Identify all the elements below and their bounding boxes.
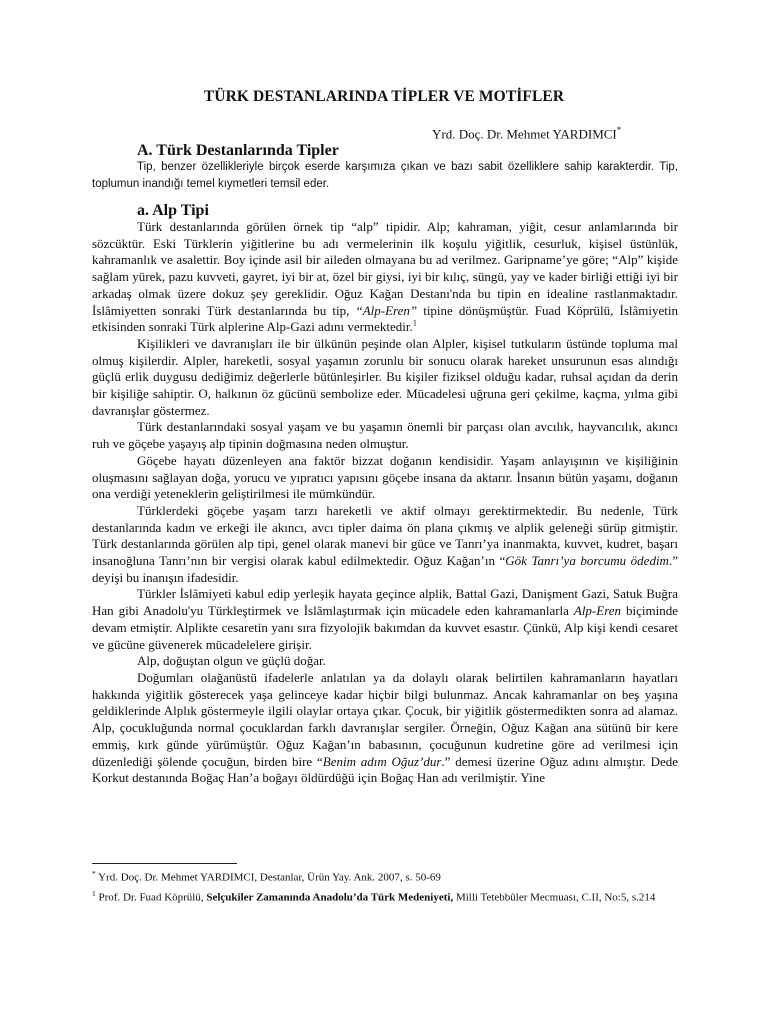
footnote-1-book-title: Selçukiler Zamanında Anadolu’da Türk Medeniyeti, <box>206 891 454 904</box>
intro-paragraph <box>92 159 678 192</box>
paragraph-8 <box>92 670 678 787</box>
paragraph-1-text-b: tipine dönüşmüştür. Fuad Köprülü, İslâmiyetin etkisinden sonraki Türk alplerine Alp-Gazi adını vermektedir. <box>92 302 678 335</box>
paragraph-8-text-b: .” demesi üzerine Oğuz adını almıştır. Dede Korkut destanında Boğaç Han’a boğayı öldürdüğü için Boğaç Han adı verilmiştir. Yine <box>92 753 679 786</box>
paragraph-1-text-a: Türk destanlarında görülen örnek tip “alp” tipidir. Alp; kahraman, yiğit, cesur anlamlarında bir sözcüktür. Eski Türklerin yiğitlerine bu adı vermelerinin ilk koşulu yiğitlik, cesurluk, kişisel üstünlük, kahramanlık ve asalettir. Boy içinde asil bir aileden olmayana bu ad verilmez. Garipname’ye göre; “Alp” kişide sağlam yürek, pazu kuvveti, gayret, iyi bir at, özel bir giysi, iyi bir kılıç, süngü, yay ve kader birliği ettiği iyi bir arkadaş olmak üzere dokuz şey gereklidir. Oğuz Kağan Destanı'nda bu tipin en idealine rastlanmaktadır. İslâmiyetten sonraki Türk destanlarında bu tip, <box>92 219 678 318</box>
paragraph-6-emphasis: Alp-Eren <box>573 603 622 619</box>
paragraph-1-emphasis: “Alp-Eren” <box>355 302 418 318</box>
footnote-1-text-c: Milli Tetebbûler Mecmuası, C.II, No:5, s.214 <box>453 891 656 904</box>
footnote-author-mark: * <box>92 869 96 878</box>
paragraph-6 <box>92 586 678 653</box>
paragraph-3: Türk destanlarındaki sosyal yaşam ve bu yaşamın önemli bir parçası olan avcılık, hayvancılık, akıncı ruh ve göçebe yaşayış alp tipinin doğmasına neden olmuştur. <box>92 419 678 452</box>
paragraph-6-text-a: Türkler İslâmiyeti kabul edip yerleşik hayata geçince alplik, Battal Gazi, Danişment Gazi, Satuk Buğra Han gibi Anadolu'yu Türkleştirmek ve İslâmlaştırmak için mücadele eden kahramanlarla <box>92 586 678 619</box>
paragraph-6-text-b: biçiminde devam etmiştir. Alplikte cesaretin yanı sıra fizyolojik bakımdan da kuvvet esastır. Çünkü, Alp kişi kendi cesaret ve gücüne güvenerek mücadelelere girişir. <box>92 603 678 652</box>
paragraph-8-text-a: Doğumları olağanüstü ifadelerle anlatılan ya da dolaylı olarak belirtilen kahramanların hayatları hakkında yiğitlik gösterecek yaşa gelinceye kadar hiçbir bilgi bulunmaz. Ancak kahramanlar on beş yaşına geldiklerinde Alplık göstermeyle ilgili olaylar ortaya çıkar. Çocuk, bir yiğitlik göstermedikten sonra ad alamaz. Alp, çocukluğunda normal çocuklardan farklı davranışlar sergiler. Örneğin, Oğuz Kağan ana sütünü bir kere emmiş, kırk günde yürümüştür. Oğuz Kağan’ın babasının, çocuğunun kudretine göre ad verilmesi için düzenlediği şölende çocuğun, birden bire “ <box>92 669 678 769</box>
paragraph-5-emphasis: Gök Tanrı’ya borcumu ödedim <box>505 553 669 569</box>
footnote-1-text-a: Prof. Dr. Fuad Köprülü, <box>95 891 207 904</box>
author-footnote-mark: * <box>616 125 622 135</box>
paragraph-1 <box>92 219 678 336</box>
paragraph-5-text-b: .” deyişi bu inanışın ifadesidir. <box>92 553 678 585</box>
footnote-author-text: Yrd. Doç. Dr. Mehmet YARDIMCI, Destanlar, Ürün Yay. Ank. 2007, s. 50-69 <box>95 871 441 884</box>
subheading-alp-tipi: a. Alp Tipi <box>137 202 209 219</box>
paragraph-8-emphasis: Benim adım Oğuz’dur <box>322 753 442 769</box>
author-name: Yrd. Doç. Dr. Mehmet YARDIMCI <box>432 126 617 142</box>
paragraph-5 <box>92 503 678 587</box>
document-title: TÜRK DESTANLARINDA TİPLER VE MOTİFLER <box>203 88 565 105</box>
paragraph-5-text-a: Türklerdeki göçebe yaşam tarzı hareketli ve aktif olmayı gerektirmektedir. Bu nedenle, Türk destanlarında kadın ve erkeği ile akıncı, avcı tipler daima ön plana çıkmış ve alplik geleneği sürüp gitmiştir. Türk destanlarında görülen alp tipi, genel olarak manevi bir güce ve Tanrı’ya inanmakta, kuvvet, kudret, başarı insanoğluna Tanrı’nın bir vergisi olarak kabul edilmektedir. Oğuz Kağan’ın “ <box>92 502 678 569</box>
paragraph-4: Göçebe hayatı düzenleyen ana faktör bizzat doğanın kendisidir. Yaşam anlayışının ve kişiliğinin oluşmasını sağlayan doğa, yorucu ve yıpratıcı yapısını göçebe insana da aktarır. İnsanın bütün yaşamı, doğanın ona verdiği yeteneklerin geliştirilmesi ile mümkündür. <box>92 452 678 502</box>
body-text <box>92 219 678 787</box>
footnotes <box>92 866 678 905</box>
section-heading: A. Türk Destanlarında Tipler <box>137 142 339 159</box>
intro-text: Tip, benzer özellikleriyle birçok eserde karşımıza çıkan ve bazı sabit özelliklere sahip karakterdir. Tip, toplumun inandığı temel kıymetleri temsil eder. <box>92 161 678 190</box>
paragraph-7: Alp, doğuştan olgun ve güçlü doğar. <box>137 653 326 669</box>
footnote-1 <box>92 886 678 906</box>
paragraph-2: Kişilikleri ve davranışları ile bir ülkünün peşinde olan Alpler, kişisel tutkuların üstünde topluma mal olmuş kişilerdir. Alpler, hareketli, sosyal yaşamın zorunlu bir sonucu olarak hareket unsurunun esas alındığı güçlü erlik duygusu dediğimiz değerlerle bütünleşirler. Bu kişiler fiziksel olduğu kadar, ruhsal açıdan da derin bir kişiliğe sahiptir. O, halkının öz gücünü sembolize eder. Mücadelesi uğruna geri çekilme, kaçma, yılma gibi davranışlar göstermez. <box>92 335 678 418</box>
footnote-1-mark: 1 <box>92 888 96 898</box>
footnote-ref-1: 1 <box>412 317 417 328</box>
author-line <box>432 125 621 142</box>
footnote-author <box>92 866 678 886</box>
footnote-separator <box>92 863 237 864</box>
